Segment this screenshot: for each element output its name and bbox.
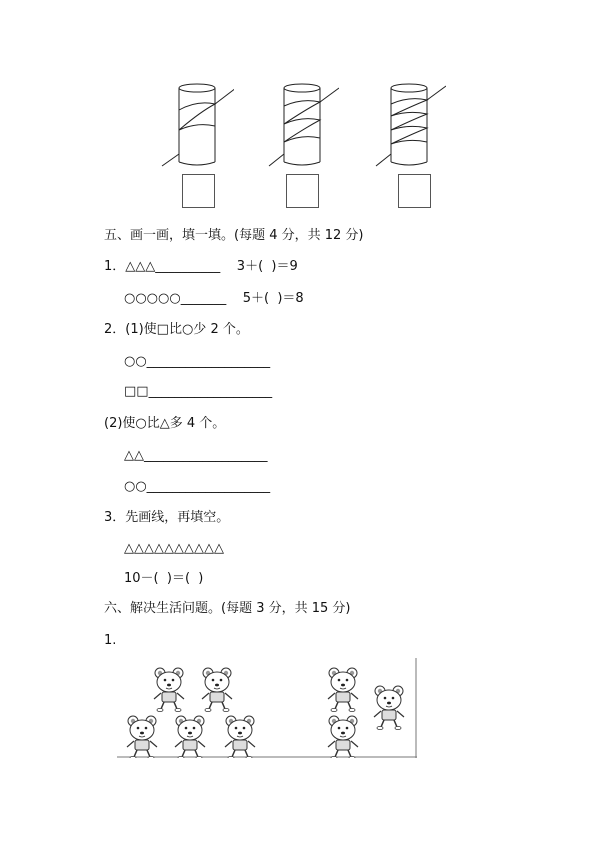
- section5-heading: 五、画一画，填一填。(每题 4 分，共 12 分): [104, 228, 364, 243]
- q2-line2: □□___________________: [124, 384, 273, 399]
- q2b-line2: ○○___________________: [124, 479, 271, 494]
- q2b-line1: △△___________________: [124, 448, 268, 463]
- spool-figure-1: [160, 82, 234, 172]
- section6-heading: 六、解决生活问题。(每题 3 分，共 15 分): [104, 601, 351, 616]
- bear: [225, 716, 255, 758]
- answer-box-1[interactable]: [182, 174, 215, 208]
- bear: [154, 668, 184, 712]
- q1-line1: 1．△△△__________ 3＋( )＝9: [104, 259, 298, 274]
- q2-title: 2．(1)使□比○少 2 个。: [104, 322, 249, 337]
- bear: [202, 668, 232, 712]
- spool-figure-3: [372, 82, 446, 172]
- q3-title: 3．先画线，再填空。: [104, 510, 230, 525]
- answer-box-2[interactable]: [286, 174, 319, 208]
- bears-picture: [117, 658, 417, 758]
- q1-line2: ○○○○○_______ 5＋( )＝8: [124, 291, 304, 306]
- q2-line1: ○○___________________: [124, 354, 271, 369]
- answer-box-3[interactable]: [398, 174, 431, 208]
- q2b-title: (2)使○比△多 4 个。: [104, 416, 226, 431]
- bear: [374, 686, 404, 730]
- q3-triangles: △△△△△△△△△△: [124, 541, 224, 556]
- spool-figure-2: [265, 82, 339, 172]
- bear: [328, 716, 358, 758]
- bear: [328, 668, 358, 712]
- q3-equation: 10－( )＝( ): [124, 571, 204, 586]
- section6-q1-label: 1.: [104, 633, 117, 648]
- bear: [127, 716, 157, 758]
- bear: [175, 716, 205, 758]
